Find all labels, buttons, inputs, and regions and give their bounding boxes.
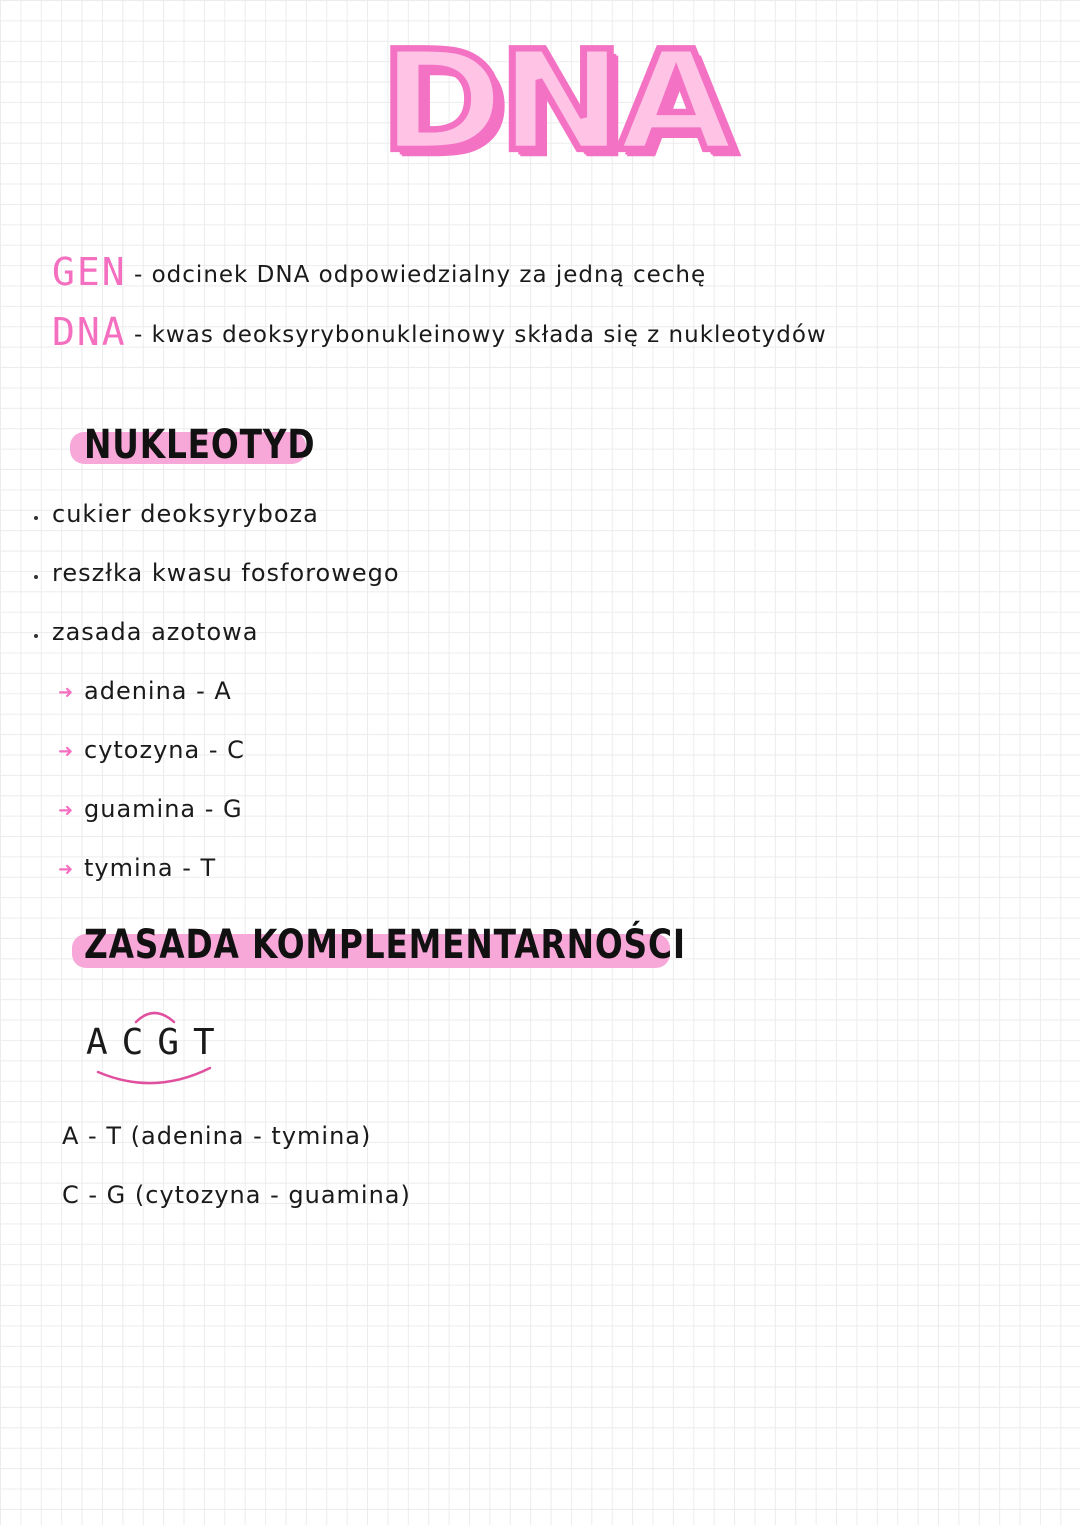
definition-text-dna: - kwas deoksyrybonukleinowy składa się z nukleotydów: [134, 322, 827, 348]
bullet-dot-icon: [34, 634, 38, 638]
arrow-right-icon: ➜: [58, 800, 74, 821]
definition-text-gen: - odcinek DNA odpowiedzialny za jedną cechę: [134, 262, 707, 288]
section-heading-nucleotide: NUKLEOTYD: [84, 422, 316, 468]
page-title: DNA: [380, 21, 729, 183]
definition-term-gen: GEN: [52, 250, 127, 294]
arrow-right-icon: ➜: [58, 741, 74, 762]
base-item: guamina - G: [84, 795, 243, 823]
list-item: reszłka kwasu fosforowego: [52, 559, 400, 587]
bullet-dot-icon: [34, 575, 38, 579]
arc-c-g: [136, 1013, 174, 1022]
pair-item: A - T (adenina - tymina): [62, 1122, 372, 1150]
bases-letters: ACGT: [86, 1022, 229, 1063]
arrow-right-icon: ➜: [58, 682, 74, 703]
definition-term-dna: DNA: [52, 310, 127, 354]
list-item: zasada azotowa: [52, 618, 259, 646]
bullet-dot-icon: [34, 516, 38, 520]
base-item: adenina - A: [84, 677, 232, 705]
arc-a-t: [98, 1068, 210, 1083]
section-heading-complementarity: ZASADA KOMPLEMENTARNOŚCI: [84, 922, 686, 968]
pair-item: C - G (cytozyna - guamina): [62, 1181, 411, 1209]
arrow-right-icon: ➜: [58, 859, 74, 880]
list-item: cukier deoksyryboza: [52, 500, 319, 528]
base-item: tymina - T: [84, 854, 217, 882]
base-item: cytozyna - C: [84, 736, 245, 764]
